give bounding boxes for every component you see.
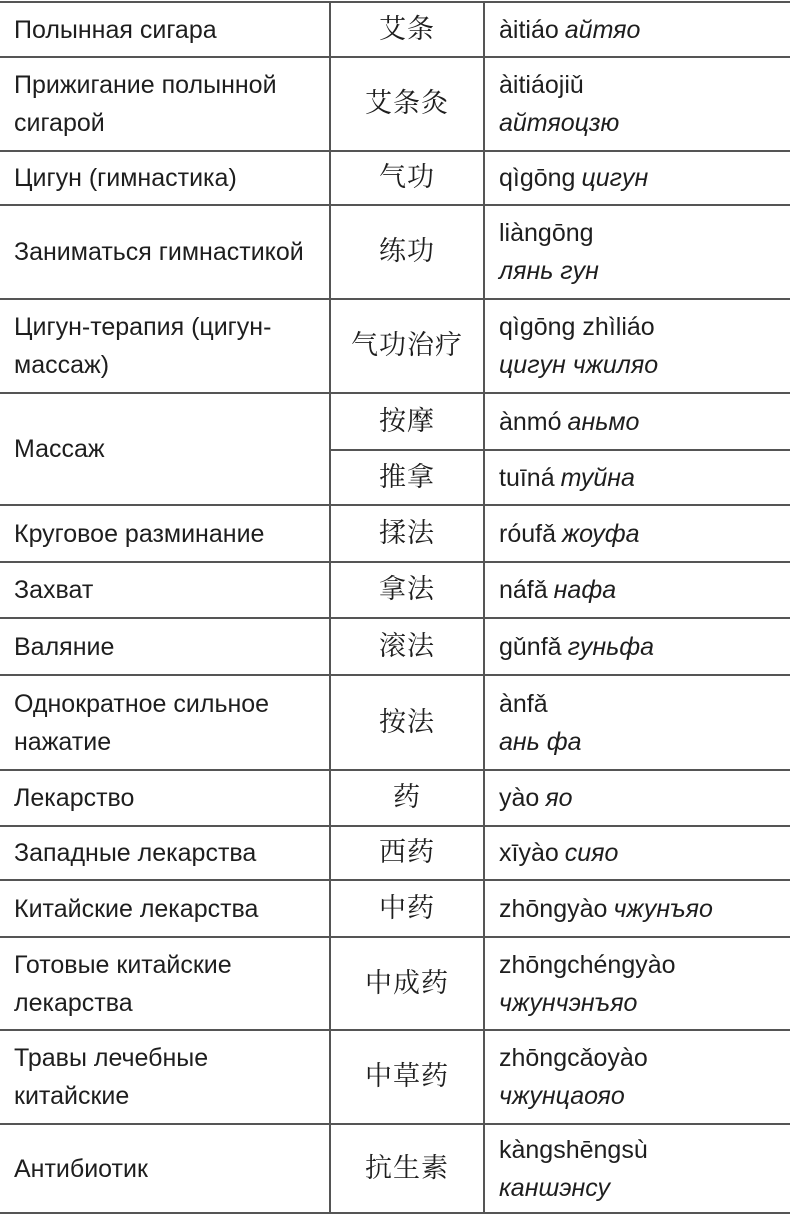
pinyin-cell xyxy=(484,57,790,151)
russian-transcription-text: лянь гун xyxy=(499,257,599,285)
pinyin-text: kàngshēngsù xyxy=(499,1135,648,1164)
pinyin-cell xyxy=(484,826,790,880)
pinyin-cell xyxy=(484,562,790,618)
table-row xyxy=(0,880,790,937)
russian-term-cell: Травы лечебные китайские xyxy=(0,1030,330,1124)
pinyin-cell xyxy=(484,505,790,562)
pinyin-cell xyxy=(484,618,790,675)
pinyin-text: xīyào xyxy=(499,839,559,867)
pinyin-cell xyxy=(484,393,790,450)
pinyin-cell xyxy=(484,880,790,937)
pinyin-text: zhōngyào xyxy=(499,894,608,923)
table-row xyxy=(0,205,790,299)
pinyin-cell xyxy=(484,1030,790,1124)
chinese-term-cell: 艾条灸 xyxy=(330,57,484,151)
russian-transcription-text: яо xyxy=(545,784,573,812)
russian-transcription-text: ань фа xyxy=(499,727,582,756)
russian-term-cell: Захват xyxy=(0,562,330,618)
chinese-term-cell: 中草药 xyxy=(330,1030,484,1124)
table-row xyxy=(0,2,790,57)
russian-term-cell: Валяние xyxy=(0,618,330,675)
pinyin-cell xyxy=(484,675,790,770)
russian-term-cell: Однократное сильное нажатие xyxy=(0,675,330,770)
chinese-term-cell: 拿法 xyxy=(330,562,484,618)
chinese-term-cell: 中药 xyxy=(330,880,484,937)
pinyin-text: qìgōng zhìliáo xyxy=(499,313,655,341)
russian-term-cell: Заниматься гимнастикой xyxy=(0,205,330,299)
pinyin-text: náfǎ xyxy=(499,576,548,604)
russian-transcription-text: цигун xyxy=(581,164,649,192)
russian-term-cell: Цигун-терапия (цигун-массаж) xyxy=(0,299,330,393)
russian-transcription-text: чжунчэнъяо xyxy=(499,988,638,1017)
russian-transcription-text: нафа xyxy=(553,576,617,604)
chinese-term-cell: 西药 xyxy=(330,826,484,880)
russian-term-cell: Антибиотик xyxy=(0,1124,330,1213)
table-row xyxy=(0,562,790,618)
pinyin-cell xyxy=(484,450,790,505)
chinese-term-cell: 揉法 xyxy=(330,505,484,562)
table-row xyxy=(0,505,790,562)
pinyin-text: àitiáo xyxy=(499,15,559,44)
pinyin-cell xyxy=(484,937,790,1030)
pinyin-text: tuīná xyxy=(499,463,555,492)
russian-term-cell: Западные лекарства xyxy=(0,826,330,880)
pinyin-text: qìgōng xyxy=(499,164,576,192)
chinese-term-cell: 按摩 xyxy=(330,393,484,450)
russian-transcription-text: чжунъяо xyxy=(613,894,713,923)
table-row xyxy=(0,675,790,770)
pinyin-cell xyxy=(484,151,790,205)
pinyin-cell xyxy=(484,770,790,826)
table-row xyxy=(0,1030,790,1124)
russian-transcription-text: туйна xyxy=(560,463,635,492)
chinese-term-cell: 艾条 xyxy=(330,2,484,57)
table-row xyxy=(0,826,790,880)
pinyin-text: róufǎ xyxy=(499,519,556,548)
table-row xyxy=(0,393,790,450)
russian-term-cell: Цигун (гимнастика) xyxy=(0,151,330,205)
pinyin-text: àitiáojiǔ xyxy=(499,71,584,99)
chinese-term-cell: 推拿 xyxy=(330,450,484,505)
chinese-term-cell: 中成药 xyxy=(330,937,484,1030)
pinyin-text: ànmó xyxy=(499,407,562,436)
chinese-term-cell: 滚法 xyxy=(330,618,484,675)
table-row xyxy=(0,937,790,1030)
pinyin-text: zhōngchéngyào xyxy=(499,950,676,979)
pinyin-cell xyxy=(484,2,790,57)
russian-transcription-text: айтяоцзю xyxy=(499,109,620,137)
chinese-term-cell: 练功 xyxy=(330,205,484,299)
glossary-table xyxy=(0,1,790,1214)
table-row xyxy=(0,151,790,205)
chinese-term-cell: 药 xyxy=(330,770,484,826)
pinyin-text: zhōngcǎoyào xyxy=(499,1044,648,1072)
pinyin-text: ànfǎ xyxy=(499,689,548,718)
russian-transcription-text: сияо xyxy=(564,839,619,867)
russian-transcription-text: цигун чжиляо xyxy=(499,351,659,379)
russian-term-cell: Готовые китайские лекарства xyxy=(0,937,330,1030)
chinese-term-cell: 抗生素 xyxy=(330,1124,484,1213)
russian-transcription-text: жоуфа xyxy=(561,519,640,548)
russian-term-cell: Прижигание полынной сигарой xyxy=(0,57,330,151)
table-row xyxy=(0,618,790,675)
pinyin-text: liàngōng xyxy=(499,219,594,247)
chinese-term-cell: 气功 xyxy=(330,151,484,205)
chinese-term-cell: 气功治疗 xyxy=(330,299,484,393)
russian-transcription-text: чжунцаояо xyxy=(499,1082,625,1110)
russian-transcription-text: гуньфа xyxy=(567,632,655,661)
pinyin-cell xyxy=(484,205,790,299)
table-row xyxy=(0,57,790,151)
russian-term-cell: Китайские лекарства xyxy=(0,880,330,937)
pinyin-text: yào xyxy=(499,784,540,812)
russian-term-cell: Полынная сигара xyxy=(0,2,330,57)
table-row xyxy=(0,770,790,826)
chinese-term-cell: 按法 xyxy=(330,675,484,770)
russian-term-cell: Массаж xyxy=(0,393,330,505)
russian-term-cell: Круговое разминание xyxy=(0,505,330,562)
russian-transcription-text: айтяо xyxy=(564,15,641,44)
russian-transcription-text: каншэнсу xyxy=(499,1173,610,1202)
table-row xyxy=(0,1124,790,1213)
glossary-body xyxy=(0,2,790,1213)
pinyin-text: gǔnfǎ xyxy=(499,632,562,661)
pinyin-cell xyxy=(484,1124,790,1213)
russian-transcription-text: аньмо xyxy=(567,407,640,436)
russian-term-cell: Лекарство xyxy=(0,770,330,826)
pinyin-cell xyxy=(484,299,790,393)
table-row xyxy=(0,299,790,393)
